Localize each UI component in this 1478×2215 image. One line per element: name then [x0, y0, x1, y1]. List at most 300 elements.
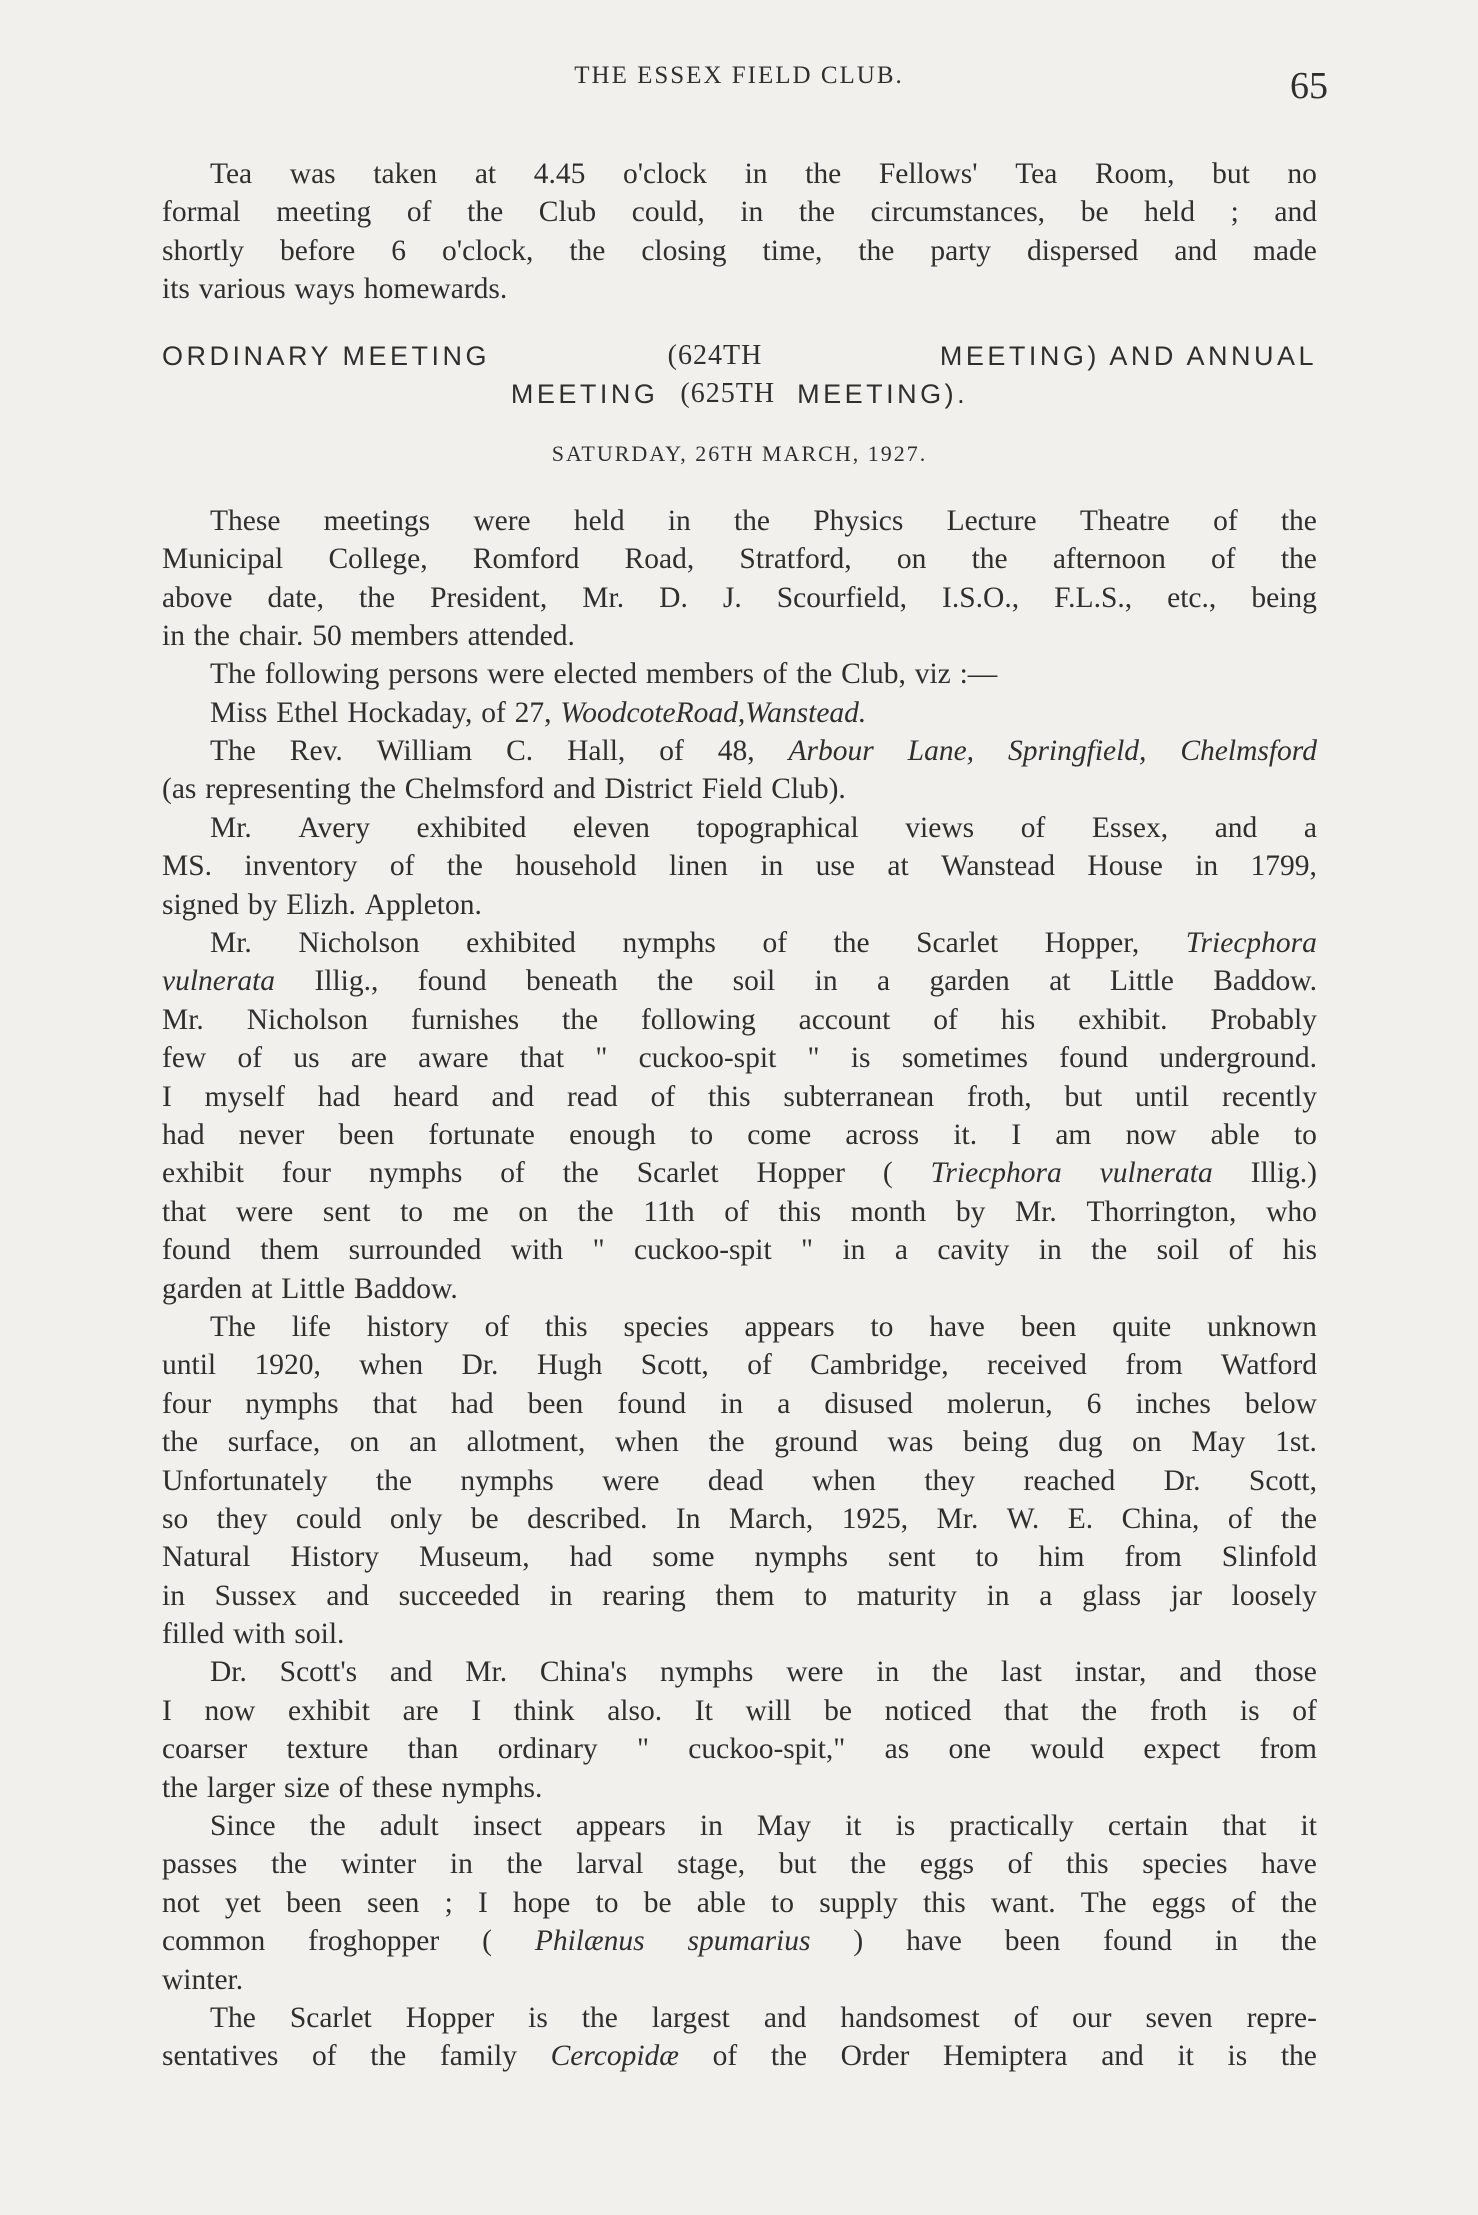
word: Nicholson: [298, 927, 420, 960]
word: o'clock,: [442, 234, 534, 267]
word: the: [506, 1848, 543, 1881]
word: and: [1101, 2040, 1144, 2073]
word: Scarlet: [636, 1157, 719, 1190]
word: come: [747, 1119, 812, 1151]
text-line: [162, 694, 1317, 732]
word: Elizh.: [286, 888, 356, 921]
meeting-heading: [162, 337, 1317, 414]
word: its: [162, 273, 190, 306]
word: Chelmsford: [1180, 735, 1317, 768]
word: of: [389, 850, 415, 883]
word: Natural: [162, 1541, 251, 1574]
word: in: [162, 619, 185, 652]
word: were: [602, 1464, 660, 1497]
word: exhibit: [162, 1157, 244, 1190]
word: household: [515, 850, 637, 883]
word: of: [659, 735, 684, 768]
word: by: [247, 888, 278, 921]
word: in: [449, 1848, 473, 1881]
word: been: [338, 1119, 395, 1151]
word: Baddow.: [354, 1272, 458, 1305]
word: but: [1212, 158, 1250, 190]
word: that: [1222, 1810, 1267, 1843]
word: topographical: [696, 811, 859, 844]
word: Wanstead.: [745, 696, 867, 729]
text-line: [162, 770, 1317, 808]
text-line: [162, 193, 1317, 231]
word: the: [1091, 1234, 1128, 1267]
text-line: [162, 1385, 1317, 1423]
word: now: [204, 1694, 256, 1727]
word: of: [650, 1080, 676, 1113]
word: in: [760, 850, 784, 883]
word: that: [372, 1387, 417, 1420]
word: a: [1303, 811, 1317, 844]
word: the: [271, 1848, 308, 1881]
word: until: [162, 1349, 217, 1382]
word: cuckoo-spit,": [688, 1733, 846, 1766]
word: read: [566, 1080, 618, 1113]
word: of: [1292, 1694, 1317, 1727]
word: had: [450, 1387, 494, 1420]
word: Mr.: [210, 927, 252, 960]
word: a: [877, 965, 891, 998]
word: May: [756, 1810, 811, 1843]
word: loosely: [1231, 1579, 1317, 1612]
word: viz: [914, 658, 951, 691]
word: of: [747, 1349, 772, 1382]
word: Cambridge,: [810, 1349, 949, 1382]
word: of: [762, 658, 788, 691]
word: spumarius: [687, 1925, 811, 1958]
text-line: [162, 1884, 1317, 1922]
word: dead: [707, 1464, 764, 1497]
word: cuckoo-spit: [634, 1234, 772, 1267]
word: Miss: [210, 696, 268, 729]
word: the: [798, 196, 835, 229]
word: at: [474, 158, 497, 190]
page-number: 65: [1290, 65, 1328, 107]
heading-number: (625TH: [680, 377, 776, 409]
word: was: [289, 158, 336, 190]
word: Thorrington,: [1086, 1195, 1237, 1228]
word: fortunate: [428, 1119, 535, 1151]
word: F.L.S.,: [1054, 581, 1133, 614]
word: and: [1174, 234, 1217, 267]
word: history: [366, 1310, 449, 1343]
word: meetings: [323, 504, 431, 537]
word: 4.45: [533, 158, 586, 190]
word: that: [519, 1042, 565, 1075]
word: dug: [1058, 1426, 1103, 1459]
word: those: [1254, 1656, 1317, 1689]
word: of: [406, 196, 432, 229]
word: March,: [728, 1502, 814, 1535]
word: is: [1227, 2040, 1248, 2073]
word: Hopper: [405, 2001, 495, 2034]
word: largest: [651, 2001, 730, 2034]
word: and: [491, 1080, 535, 1113]
word: nymphs: [245, 1387, 339, 1420]
word: to: [975, 1541, 999, 1574]
word: and: [389, 1656, 433, 1689]
text-line: [162, 1231, 1317, 1269]
word: 48,: [717, 735, 755, 768]
word: Road,: [675, 696, 746, 729]
word: last: [1000, 1656, 1042, 1689]
word: Chelmsford: [404, 773, 545, 806]
word: found: [617, 1387, 687, 1420]
word: in: [699, 1810, 723, 1843]
word: W.: [1006, 1502, 1040, 1535]
word: will: [745, 1694, 792, 1727]
word: I: [1011, 1119, 1022, 1151]
word: account: [798, 1003, 891, 1036]
word: Scott,: [1248, 1464, 1317, 1497]
word: the: [375, 1464, 412, 1497]
word: it: [1177, 2040, 1194, 2073]
word: Club).: [771, 773, 846, 806]
word: The: [210, 658, 256, 691]
text-line: [162, 809, 1317, 847]
word: appears: [575, 1810, 666, 1843]
word: but: [778, 1848, 817, 1881]
word: size: [283, 1771, 330, 1804]
text-line: [162, 1116, 1317, 1154]
word: no: [1287, 158, 1317, 190]
text-line: [162, 1346, 1317, 1384]
word: unknown: [1207, 1310, 1317, 1343]
word: at: [887, 850, 909, 883]
word: Room,: [1094, 158, 1175, 190]
word: surface,: [227, 1426, 321, 1459]
word: the: [370, 2040, 407, 2073]
word: ways: [294, 273, 356, 306]
word: and: [552, 773, 596, 806]
word: so: [162, 1502, 189, 1535]
word: disused: [824, 1387, 913, 1420]
text-line: [162, 540, 1317, 578]
word: ;: [444, 1886, 453, 1919]
heading-number: (624TH: [667, 339, 763, 371]
word: be: [470, 1502, 499, 1535]
word: closing: [641, 234, 727, 267]
word: the: [562, 1003, 599, 1036]
word: sentatives: [162, 2040, 279, 2073]
word: Since: [210, 1810, 276, 1843]
word: few: [162, 1042, 207, 1075]
body-text: [162, 155, 1317, 2076]
word: :—: [959, 658, 998, 691]
word: The: [210, 1310, 256, 1343]
word: are: [350, 1042, 387, 1075]
word: 1st.: [1275, 1426, 1317, 1459]
word: Illig.,: [314, 965, 379, 998]
word: texture: [286, 1733, 369, 1766]
word: meeting: [276, 196, 372, 229]
word: molerun,: [946, 1387, 1053, 1420]
word: William: [376, 735, 473, 768]
word: of: [500, 1157, 525, 1190]
word: nymphs.: [441, 1771, 543, 1804]
word: use: [815, 850, 855, 883]
word: insect: [472, 1810, 542, 1843]
word: from: [1259, 1733, 1317, 1766]
word: received: [987, 1349, 1087, 1382]
word: want.: [990, 1886, 1056, 1919]
word: vulnerata: [1099, 1157, 1213, 1190]
word: formal: [162, 196, 241, 229]
word: (: [482, 1925, 492, 1958]
text-line: [162, 732, 1317, 770]
word: the: [309, 1810, 346, 1843]
text-line: [162, 886, 1317, 924]
word: homewards.: [363, 273, 508, 306]
word: a: [894, 1234, 908, 1267]
word: President,: [430, 581, 548, 614]
word: never: [238, 1119, 305, 1151]
word: found: [1103, 1925, 1173, 1958]
word: in: [667, 504, 691, 537]
word: Club,: [841, 658, 906, 691]
word: recently: [1221, 1080, 1317, 1113]
word: froth: [1149, 1694, 1208, 1727]
word: 6: [1086, 1387, 1102, 1420]
word: Order: [840, 2040, 910, 2073]
intro-paragraph: [162, 155, 1317, 309]
running-head: THE ESSEX FIELD CLUB.: [574, 62, 904, 89]
word: seen: [367, 1886, 420, 1919]
word: adult: [379, 1810, 439, 1843]
word: China's: [539, 1656, 628, 1689]
word: the: [770, 2040, 807, 2073]
word: species: [623, 1310, 709, 1343]
text-line: [162, 1961, 1317, 1999]
word: Nicholson: [246, 1003, 369, 1036]
word: members: [350, 619, 459, 652]
word: 1920,: [254, 1349, 321, 1382]
word: China,: [1121, 1502, 1200, 1535]
word: and: [1214, 811, 1258, 844]
word: the: [577, 1195, 614, 1228]
word: cavity: [937, 1234, 1010, 1267]
word: been: [1020, 1310, 1077, 1343]
word: the: [1081, 1694, 1118, 1727]
word: inventory: [244, 850, 358, 883]
word: quite: [1112, 1310, 1172, 1343]
word: The: [1080, 1886, 1127, 1919]
word: in: [1195, 850, 1219, 883]
text-line: [162, 502, 1317, 540]
word: Triecphora: [930, 1157, 1062, 1190]
word: nymphs: [659, 1656, 754, 1689]
text-line: [162, 1845, 1317, 1883]
word: Probably: [1210, 1003, 1317, 1036]
minutes-text: [162, 502, 1317, 2076]
text-line: [162, 1423, 1317, 1461]
word: on: [896, 543, 927, 576]
word: and: [1179, 1656, 1222, 1689]
word: repre-: [1246, 2001, 1317, 2034]
word: These: [210, 504, 281, 537]
word: him: [1038, 1541, 1085, 1574]
text-line: [162, 270, 1317, 308]
word: the: [733, 504, 771, 537]
word: instar,: [1074, 1656, 1147, 1689]
word: of: [312, 2040, 337, 2073]
word: I.S.O.,: [942, 581, 1020, 614]
text-line: [162, 1270, 1317, 1308]
word: the: [193, 619, 230, 652]
word: Scourfield,: [776, 581, 908, 614]
word: made: [1252, 234, 1317, 267]
word: at: [1049, 965, 1071, 998]
word: in: [1038, 1234, 1062, 1267]
heading-line-2: [162, 375, 1317, 413]
word: is: [895, 1810, 916, 1843]
text-line: [162, 1462, 1317, 1500]
word: the: [562, 1157, 599, 1190]
word: Club: [538, 196, 597, 229]
word: but: [1064, 1080, 1103, 1113]
word: elected: [553, 658, 637, 691]
word: coarser: [162, 1733, 248, 1766]
word: May: [1191, 1426, 1246, 1459]
word: been: [1004, 1925, 1061, 1958]
word: date,: [267, 581, 324, 614]
word: views: [905, 811, 975, 844]
word: Dr.: [210, 1656, 247, 1689]
word: ordinary: [497, 1733, 598, 1766]
word: ": [636, 1733, 649, 1766]
word: as: [884, 1733, 910, 1766]
word: various: [198, 273, 286, 306]
word: it: [845, 1810, 862, 1843]
word: The: [210, 2001, 256, 2034]
word: could,: [631, 196, 705, 229]
word: in: [720, 1387, 744, 1420]
word: of: [1231, 1886, 1256, 1919]
word: above: [162, 581, 233, 614]
word: hope: [513, 1886, 571, 1919]
word: than: [407, 1733, 459, 1766]
text-line: [162, 1615, 1317, 1653]
word: stage,: [677, 1848, 746, 1881]
word: the: [1280, 2040, 1317, 2073]
word: Hopper,: [1044, 927, 1140, 960]
word: dispersed: [1026, 234, 1139, 267]
word: an: [409, 1426, 437, 1459]
word: glass: [1082, 1579, 1142, 1612]
word: to: [690, 1119, 714, 1151]
word: Appleton.: [364, 888, 482, 921]
word: furnishes: [410, 1003, 520, 1036]
word: with: [510, 1234, 564, 1267]
word: is: [528, 2001, 548, 2034]
word: enough: [569, 1119, 656, 1151]
word: MS.: [162, 850, 213, 883]
word: rearing: [602, 1579, 686, 1612]
word: this: [707, 1080, 751, 1113]
word: inches: [1135, 1387, 1211, 1420]
word: the: [1280, 504, 1317, 537]
word: circumstances,: [870, 196, 1046, 229]
word: the: [1280, 1502, 1317, 1535]
word: found: [1059, 1042, 1129, 1075]
word: would: [1030, 1733, 1105, 1766]
word: were: [786, 1656, 844, 1689]
word: Mr.: [465, 1656, 508, 1689]
heading-line-1: [162, 337, 1317, 375]
word: of: [1013, 2001, 1039, 2034]
word: of: [933, 1003, 958, 1036]
word: the: [850, 1848, 887, 1881]
word: by: [955, 1195, 986, 1228]
word: it.: [953, 1119, 978, 1151]
word: only: [389, 1502, 443, 1535]
word: the: [1280, 1925, 1317, 1958]
word: Mr.: [162, 1003, 204, 1036]
word: this: [778, 1195, 822, 1228]
word: ": [807, 1042, 820, 1075]
word: us: [293, 1042, 320, 1075]
word: Watford: [1221, 1349, 1317, 1382]
word: have: [1261, 1848, 1317, 1881]
word: reached: [1023, 1464, 1116, 1497]
heading-text: ORDINARY MEETING: [162, 340, 491, 371]
word: D.: [659, 581, 688, 614]
word: Museum,: [419, 1541, 530, 1574]
word: that: [1004, 1694, 1049, 1727]
word: Sussex: [214, 1579, 297, 1612]
word: this: [1065, 1848, 1109, 1881]
word: the: [1280, 1886, 1317, 1919]
word: Triecphora: [1185, 927, 1317, 960]
word: the: [359, 773, 396, 806]
word: the: [162, 1771, 199, 1804]
word: Road,: [624, 543, 695, 576]
word: time,: [762, 234, 823, 267]
word: it: [1300, 1810, 1317, 1843]
word: below: [1244, 1387, 1317, 1420]
word: on: [518, 1195, 548, 1228]
word: of: [484, 1310, 510, 1343]
word: It: [694, 1694, 713, 1727]
word: of: [237, 1042, 263, 1075]
word: of: [724, 1195, 749, 1228]
word: could: [295, 1502, 362, 1535]
word: 1925,: [841, 1502, 909, 1535]
word: aware: [418, 1042, 489, 1075]
text-line: [162, 579, 1317, 617]
word: expect: [1143, 1733, 1221, 1766]
word: of: [1007, 1848, 1033, 1881]
word: the: [833, 927, 870, 960]
word: in: [876, 1656, 900, 1689]
word: being: [1251, 581, 1317, 614]
word: of: [712, 2040, 738, 2073]
word: ground: [774, 1426, 858, 1459]
word: they: [216, 1502, 268, 1535]
word: Illig.): [1250, 1157, 1317, 1190]
word: held: [1144, 196, 1195, 229]
word: the: [657, 965, 694, 998]
word: Scarlet: [289, 2001, 372, 2034]
word: species: [1142, 1848, 1228, 1881]
word: common: [162, 1925, 266, 1958]
word: the: [971, 543, 1008, 576]
word: in: [842, 1234, 866, 1267]
